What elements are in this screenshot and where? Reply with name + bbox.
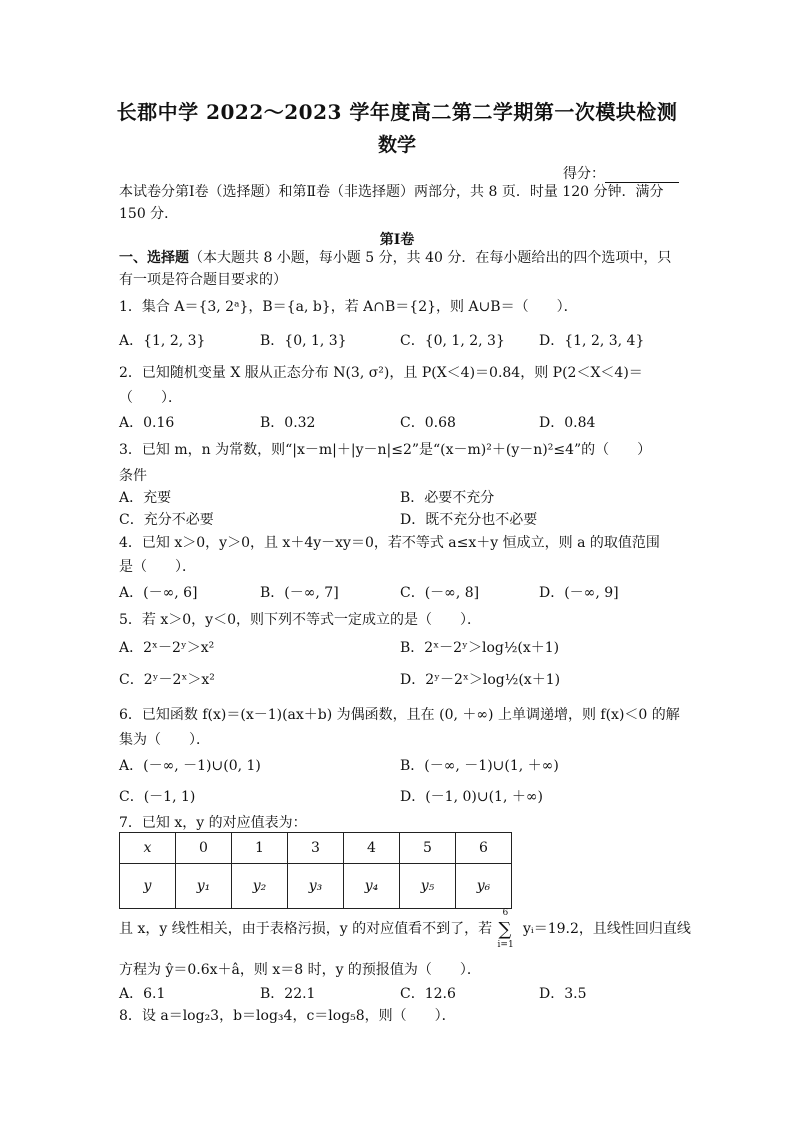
table-cell: y₆ bbox=[456, 864, 512, 909]
q3-option-a: A．充要 bbox=[119, 490, 172, 506]
q4-option-c: C．(－∞, 8] bbox=[400, 585, 480, 601]
table-row-y bbox=[120, 864, 512, 909]
q7-option-b: B．22.1 bbox=[260, 986, 316, 1002]
score-label: 得分： bbox=[563, 166, 605, 182]
q7-stem-cont bbox=[119, 908, 691, 950]
xy-value-table bbox=[119, 832, 512, 909]
q4-option-d: D．(－∞, 9] bbox=[539, 585, 619, 601]
section-heading-bold: 一、选择题 bbox=[119, 250, 189, 266]
q5-option-c: C．2ʸ－2ˣ＞x² bbox=[119, 672, 215, 688]
q3-stem-cont: 条件 bbox=[119, 468, 147, 484]
q6-option-b: B．(－∞, －1)∪(1, ＋∞) bbox=[400, 758, 559, 774]
q7-stem: 7．已知 x，y 的对应值表为： bbox=[119, 815, 307, 831]
q1-option-a: A．{1, 2, 3} bbox=[119, 333, 206, 349]
table-cell: y₂ bbox=[232, 864, 288, 909]
q2-option-a: A．0.16 bbox=[119, 415, 175, 431]
table-cell: y₅ bbox=[400, 864, 456, 909]
q1-stem: 1．集合 A＝{3, 2ᵃ}，B＝{a, b}，若 A∩B＝{2}，则 A∪B＝（ ）． bbox=[119, 299, 578, 315]
table-cell: y₄ bbox=[344, 864, 400, 909]
q4-option-a: A．(－∞, 6] bbox=[119, 585, 198, 601]
q5-option-a: A．2ˣ－2ʸ＞x² bbox=[119, 640, 215, 656]
table-cell: 3 bbox=[288, 833, 344, 864]
summation-symbol bbox=[497, 908, 519, 950]
q6-option-d: D．(－1, 0)∪(1, ＋∞) bbox=[400, 789, 543, 805]
sigma-icon: ∑ bbox=[498, 919, 512, 940]
exam-title: 长郡中学 2022～2023 学年度高二第二学期第一次模块检测 bbox=[116, 100, 678, 124]
q3-option-d: D．既不充分也不必要 bbox=[400, 512, 538, 528]
table-row-x bbox=[120, 833, 512, 864]
section-desc: （本大题共 8 小题，每小题 5 分，共 40 分．在每小题给出的四个选项中，只有一项是符合题目要求的） bbox=[119, 250, 672, 288]
q5-option-b: B．2ˣ－2ʸ＞log½(x＋1) bbox=[400, 640, 560, 656]
q3-option-c: C．充分不必要 bbox=[119, 512, 214, 528]
q7-text-a: 且 x，y 线性相关，由于表格污损，y 的对应值看不到了，若 bbox=[119, 921, 493, 937]
q2-option-d: D．0.84 bbox=[539, 415, 596, 431]
q1-option-b: B．{0, 1, 3} bbox=[260, 333, 347, 349]
q2-stem: 2．已知随机变量 X 服从正态分布 N(3, σ²)，且 P(X＜4)＝0.84，则 P(2＜X＜4)＝ bbox=[119, 365, 643, 381]
q3-stem: 3．已知 m，n 为常数，则“|x－m|＋|y－n|≤2”是“(x－m)²＋(y－n)²≤4”的（ ） bbox=[119, 442, 652, 458]
sum-lower-limit: i=1 bbox=[497, 940, 514, 950]
q5-option-d: D．2ʸ－2ˣ＞log½(x＋1) bbox=[400, 672, 561, 688]
q6-option-a: A．(－∞, －1)∪(0, 1) bbox=[119, 758, 261, 774]
q4-stem-cont: 是（ ）． bbox=[119, 559, 196, 575]
q7-option-d: D．3.5 bbox=[539, 986, 587, 1002]
q8-stem: 8．设 a＝log₂3，b＝log₃4，c＝log₅8，则（ ）． bbox=[119, 1008, 456, 1024]
q4-stem: 4．已知 x＞0，y＞0，且 x＋4y－xy＝0，若不等式 a≤x＋y 恒成立，则 a 的取值范围 bbox=[119, 535, 660, 551]
q4-option-b: B．(－∞, 7] bbox=[260, 585, 339, 601]
table-cell: y₁ bbox=[176, 864, 232, 909]
q2-option-b: B．0.32 bbox=[260, 415, 316, 431]
q7-option-a: A．6.1 bbox=[119, 986, 166, 1002]
q1-option-d: D．{1, 2, 3, 4} bbox=[539, 333, 645, 349]
q5-stem: 5．若 x＞0，y＜0，则下列不等式一定成立的是（ ）． bbox=[119, 612, 481, 628]
intro-text: 本试卷分第Ⅰ卷（选择题）和第Ⅱ卷（非选择题）两部分，共 8 页．时量 120 分钟．满分 150 分． bbox=[119, 184, 664, 222]
q7-option-c: C．12.6 bbox=[400, 986, 456, 1002]
table-cell: y₃ bbox=[288, 864, 344, 909]
q1-option-c: C．{0, 1, 2, 3} bbox=[400, 333, 505, 349]
table-cell: 0 bbox=[176, 833, 232, 864]
q2-option-c: C．0.68 bbox=[400, 415, 456, 431]
q7-text-b: yᵢ＝19.2，且线性回归直线 bbox=[522, 921, 691, 937]
table-cell: 1 bbox=[232, 833, 288, 864]
table-cell: 4 bbox=[344, 833, 400, 864]
q2-stem-cont: （ ）． bbox=[119, 390, 182, 406]
table-cell: 5 bbox=[400, 833, 456, 864]
score-field bbox=[563, 163, 679, 183]
exam-subject: 数学 bbox=[377, 134, 416, 156]
q6-stem: 6．已知函数 f(x)＝(x－1)(ax＋b) 为偶函数，且在 (0, ＋∞) 上单调递增，则 f(x)＜0 的解 bbox=[119, 707, 680, 723]
table-cell: 6 bbox=[456, 833, 512, 864]
table-cell: y bbox=[120, 864, 176, 909]
table-cell: x bbox=[120, 833, 176, 864]
section1-heading bbox=[119, 247, 679, 291]
q7-stem-cont2: 方程为 ŷ＝0.6x＋â，则 x＝8 时，y 的预报值为（ ）． bbox=[119, 962, 481, 978]
q3-option-b: B．必要不充分 bbox=[400, 490, 495, 506]
q6-stem-cont: 集为（ ）． bbox=[119, 732, 210, 748]
q6-option-c: C．(－1, 1) bbox=[119, 789, 196, 805]
part1-title: 第Ⅰ卷 bbox=[379, 232, 415, 248]
sum-upper-limit: 6 bbox=[502, 908, 509, 918]
